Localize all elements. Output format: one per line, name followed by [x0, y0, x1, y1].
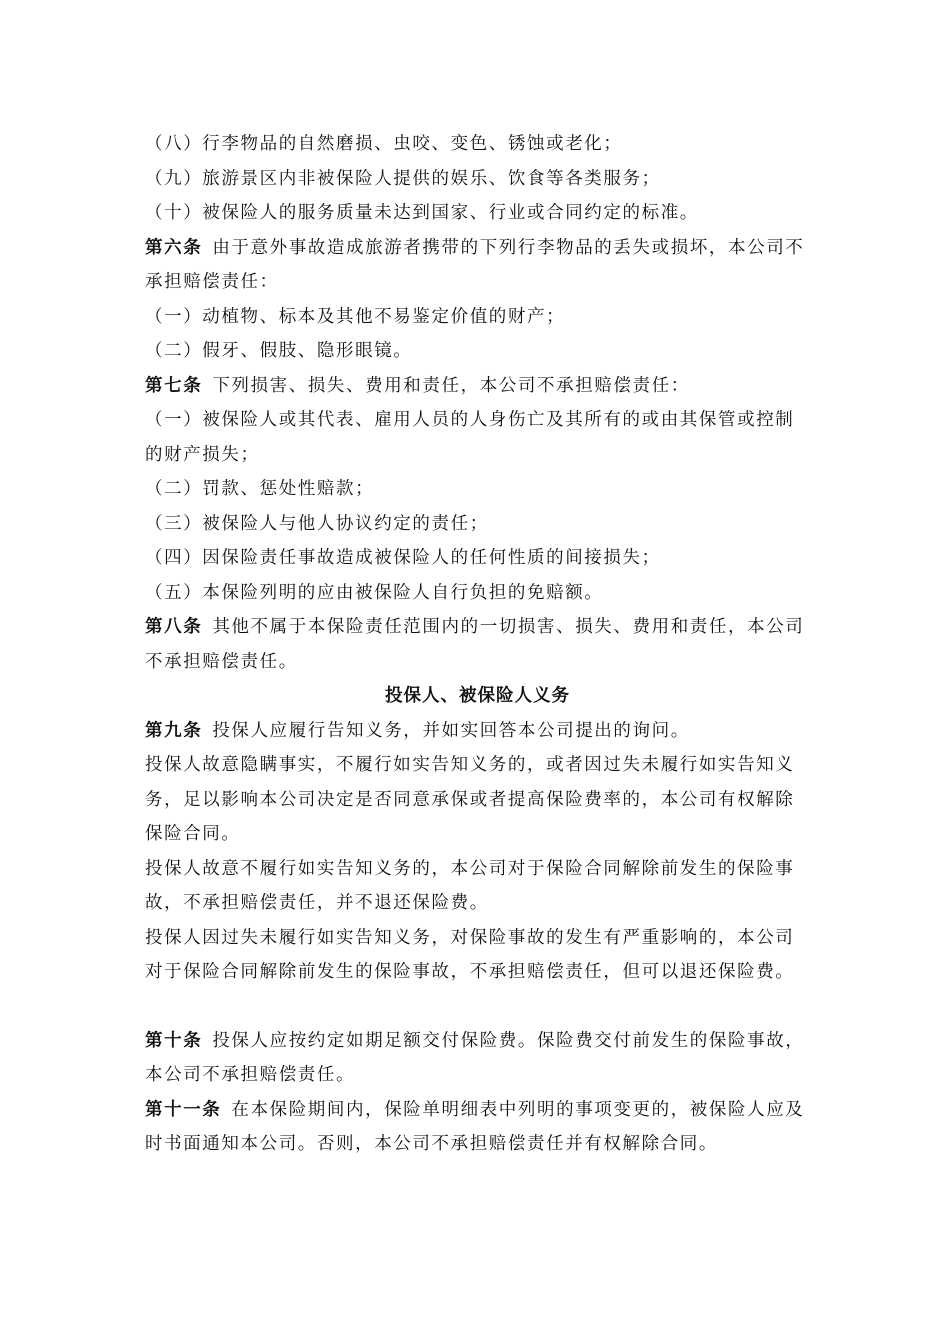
article-number: 第十条 — [145, 1030, 203, 1051]
text-line: （一）动植物、标本及其他不易鉴定价值的财产； — [145, 306, 566, 327]
text-line: 的财产损失； — [145, 444, 260, 465]
article-text: 投保人应履行告知义务，并如实回答本公司提出的询问。 — [212, 720, 690, 741]
text-line: （一）被保险人或其代表、雇用人员的人身伤亡及其所有的或由其保管或控制 — [145, 410, 795, 430]
paragraph-gap — [145, 990, 810, 1024]
article-9 — [145, 714, 810, 749]
text-line: （二）假牙、假肢、隐形眼镜。 — [145, 341, 413, 361]
article-number: 第八条 — [145, 617, 203, 637]
text-line: （四）因保险责任事故造成被保险人的任何性质的间接损失； — [145, 548, 661, 568]
text-line: （九）旅游景区内非被保险人提供的娱乐、饮食等各类服务； — [145, 168, 661, 189]
article-number: 第六条 — [145, 237, 203, 258]
article-7 — [145, 369, 810, 404]
text-line: 务，足以影响本公司决定是否同意承保或者提高保险费率的，本公司有权解除 — [145, 789, 795, 810]
text-line: （三）被保险人与他人协议约定的责任； — [145, 513, 489, 534]
article-text: 由于意外事故造成旅游者携带的下列行李物品的丢失或损坏，本公司不 — [212, 237, 805, 258]
article-text: 下列损害、损失、费用和责任，本公司不承担赔偿责任： — [212, 375, 690, 396]
text-line: 不承担赔偿责任。 — [145, 651, 298, 672]
article-number: 第七条 — [145, 375, 203, 396]
text-line: 本公司不承担赔偿责任。 — [145, 1065, 356, 1085]
text-line: 投保人故意隐瞒事实，不履行如实告知义务的，或者因过失未履行如实告知义 — [145, 755, 795, 775]
article-6 — [145, 231, 810, 266]
text-line: 承担赔偿责任： — [145, 272, 279, 292]
article-text: 在本保险期间内，保险单明细表中列明的事项变更的，被保险人应及 — [231, 1099, 805, 1120]
text-line: 投保人因过失未履行如实告知义务，对保险事故的发生有严重影响的，本公司 — [145, 927, 795, 948]
text-line: 对于保险合同解除前发生的保险事故，不承担赔偿责任，但可以退还保险费。 — [145, 962, 795, 982]
text-line: 投保人故意不履行如实告知义务的，本公司对于保险合同解除前发生的保险事 — [145, 858, 795, 879]
document-page — [145, 127, 810, 1162]
text-line: 故，不承担赔偿责任，并不退还保险费。 — [145, 893, 489, 913]
text-line: （二）罚款、惩处性赔款； — [145, 479, 375, 499]
section-heading: 投保人、被保险人义务 — [385, 686, 570, 706]
text-line: （五）本保险列明的应由被保险人自行负担的免赔额。 — [145, 582, 604, 603]
text-line: 保险合同。 — [145, 824, 241, 844]
text-line: （十）被保险人的服务质量未达到国家、行业或合同约定的标准。 — [145, 203, 699, 223]
article-8 — [145, 610, 810, 645]
article-10 — [145, 1024, 810, 1059]
article-11 — [145, 1093, 810, 1128]
article-number: 第十一条 — [145, 1099, 222, 1120]
text-line: 时书面通知本公司。否则，本公司不承担赔偿责任并有权解除合同。 — [145, 1134, 718, 1154]
article-text: 其他不属于本保险责任范围内的一切损害、损失、费用和责任，本公司 — [212, 617, 805, 637]
article-number: 第九条 — [145, 720, 203, 741]
article-text: 投保人应按约定如期足额交付保险费。保险费交付前发生的保险事故， — [212, 1030, 805, 1051]
text-line: （八）行李物品的自然磨损、虫咬、变色、锈蚀或老化； — [145, 134, 623, 154]
